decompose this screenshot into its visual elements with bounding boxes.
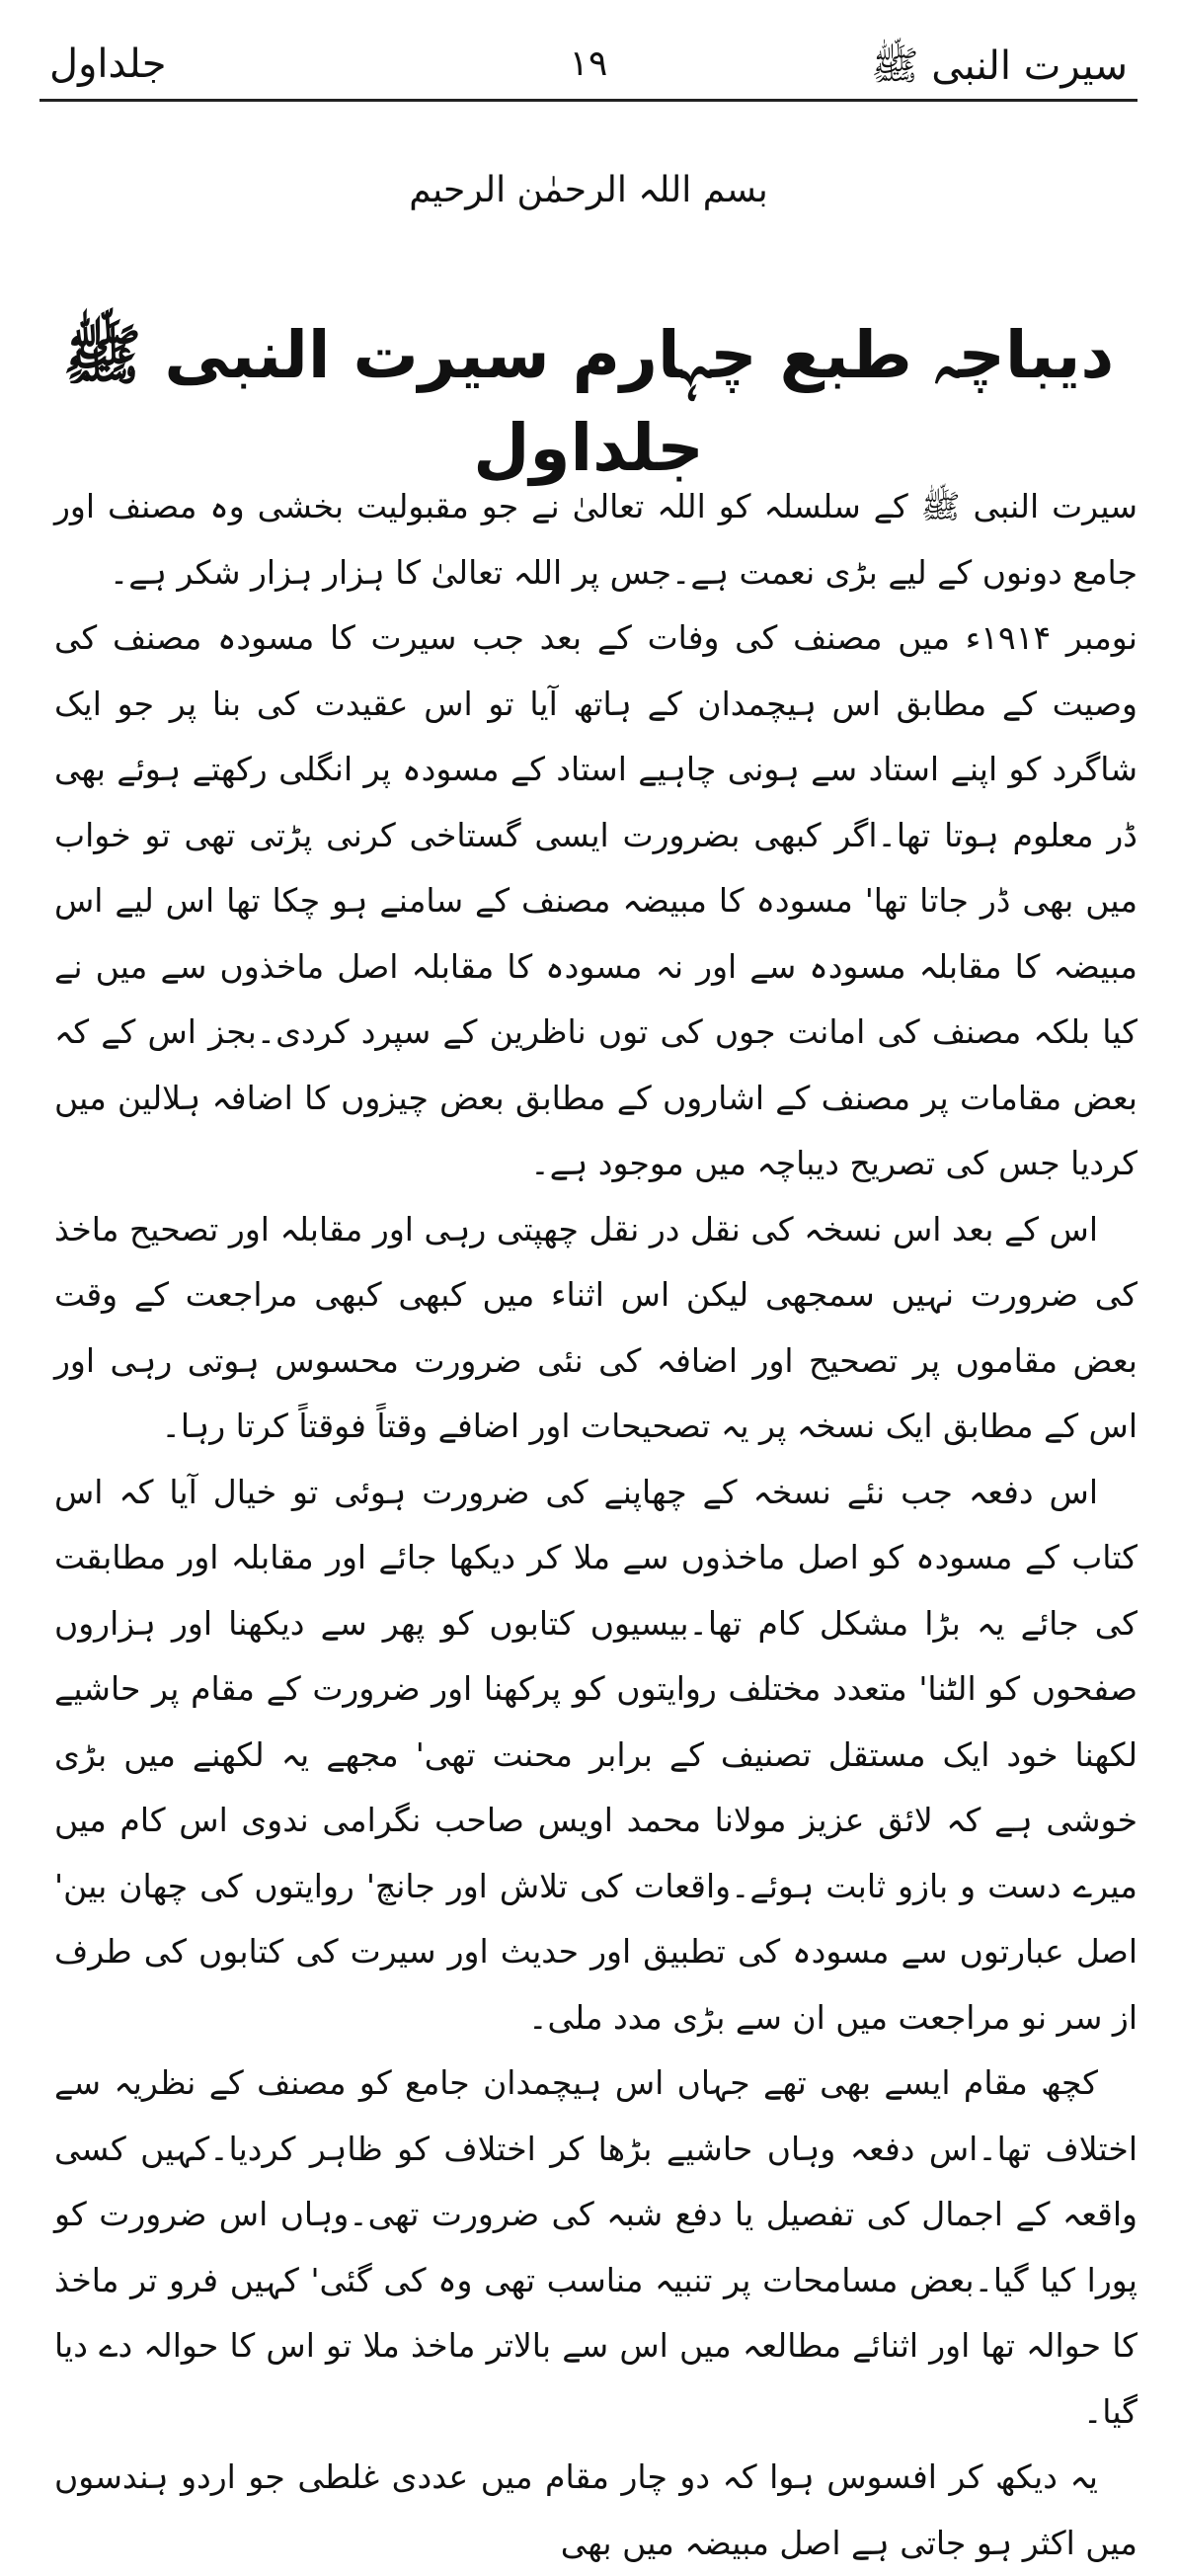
paragraph: اس کے بعد اس نسخہ کی نقل در نقل چھپتی رہی اور مقابلہ اور تصحیح ماخذ کی ضرورت نہیں سمجھی لیکن اس اثناء میں کبھی کبھی مراجعت کے وقت بعض مقاموں پر تصحیح اور اضافہ کی نئی ضرورت محسوس ہوتی رہی اور اس کے مطابق ایک نسخہ پر یہ تصحیحات اور اضافے وقتاً فوقتاً کرتا رہا۔: [54, 1209, 1138, 1445]
header-volume: جلداول: [49, 41, 167, 87]
header-book-title: سیرت النبی ﷺ: [871, 43, 1128, 89]
paragraph: کچھ مقام ایسے بھی تھے جہاں اس ہیچمدان جامع کو مصنف کے نظریہ سے اختلاف تھا۔اس دفعہ وہاں حاشیے بڑھا کر اختلاف کو ظاہر کردیا۔کہیں کسی واقعہ کے اجمال کی تفصیل یا دفع شبہ کی ضرورت تھی۔وہاں اس ضرورت کو پورا کیا گیا۔بعض مسامحات پر تنبیہ مناسب تھی وہ کی گئی' کہیں فرو تر ماخذ کا حوالہ تھا اور اثنائے مطالعہ میں اس سے بالاتر ماخذ ملا تو اس کا حوالہ دے دیا گیا۔: [54, 2063, 1138, 2431]
paragraph: سیرت النبی ﷺ کے سلسلہ کو اللہ تعالیٰ نے جو مقبولیت بخشی وہ مصنف اور جامع دونوں کے لیے بڑی نعمت ہے۔جس پر اللہ تعالیٰ کا ہزار ہزار شکر ہے۔: [54, 487, 1138, 592]
page-number: ١٩: [569, 43, 608, 84]
chapter-title: دیباچہ طبع چہارم سیرت النبی ﷺ جلداول: [62, 317, 1115, 486]
paragraph: یہ دیکھ کر افسوس ہوا کہ دو چار مقام میں عددی غلطی جو اردو ہندسوں میں اکثر ہو جاتی ہے اصل مبیضہ میں بھی: [54, 2457, 1138, 2562]
running-header: [39, 38, 1138, 97]
paragraph: نومبر ۱۹۱۴ء میں مصنف کی وفات کے بعد جب سیرت کا مسودہ مصنف کی وصیت کے مطابق اس ہیچمدان کے ہاتھ آیا تو اس عقیدت کی بنا پر جو ایک شاگرد کو اپنے استاد سے ہونی چاہیے استاد کے مسودہ پر انگلی رکھتے ہوئے بھی ڈر معلوم ہوتا تھا۔اگر کبھی بضرورت ایسی گستاخی کرنی پڑتی تھی تو خواب میں بھی ڈر جاتا تھا' مسودہ کا مبیضہ مصنف کے سامنے ہو چکا تھا اس لیے اس مبیضہ کا مقابلہ مسودہ سے اور نہ مسودہ کا مقابلہ اصل ماخذوں سے میں نے کیا بلکہ مصنف کی امانت جوں کی توں ناظرین کے سپرد کردی۔بجز اس کے کہ بعض مقامات پر مصنف کے اشاروں کے مطابق بعض چیزوں کا اضافہ ہلالین میں کردیا جس کی تصریح دیباچہ میں موجود ہے۔: [54, 618, 1138, 1182]
bismillah: بسم اللہ الرحمٰن الرحیم: [409, 170, 768, 210]
header-divider: [39, 99, 1138, 102]
body-text: [54, 474, 1138, 2576]
paragraph: اس دفعہ جب نئے نسخہ کے چھاپنے کی ضرورت ہوئی تو خیال آیا کہ اس کتاب کے مسودہ کو اصل ماخذوں سے ملا کر دیکھا جائے اور مقابلہ اور مطابقت کی جائے یہ بڑا مشکل کام تھا۔بیسیوں کتابوں کو پھر سے دیکھنا اور ہزاروں صفحوں کو الٹنا' متعدد مختلف روایتوں کو پرکھنا اور ضرورت کے مقام پر حاشیے لکھنا خود ایک مستقل تصنیف کے برابر محنت تھی' مجھے یہ لکھنے میں بڑی خوشی ہے کہ لائق عزیز مولانا محمد اویس صاحب نگرامی ندوی اس کام میں میرے دست و بازو ثابت ہوئے۔واقعات کی تلاش اور جانچ' روایتوں کی چھان بین' اصل عبارتوں سے مسودہ کی تطبیق اور حدیث اور سیرت کی کتابوں کی طرف از سر نو مراجعت میں ان سے بڑی مدد ملی۔: [54, 1472, 1138, 2037]
